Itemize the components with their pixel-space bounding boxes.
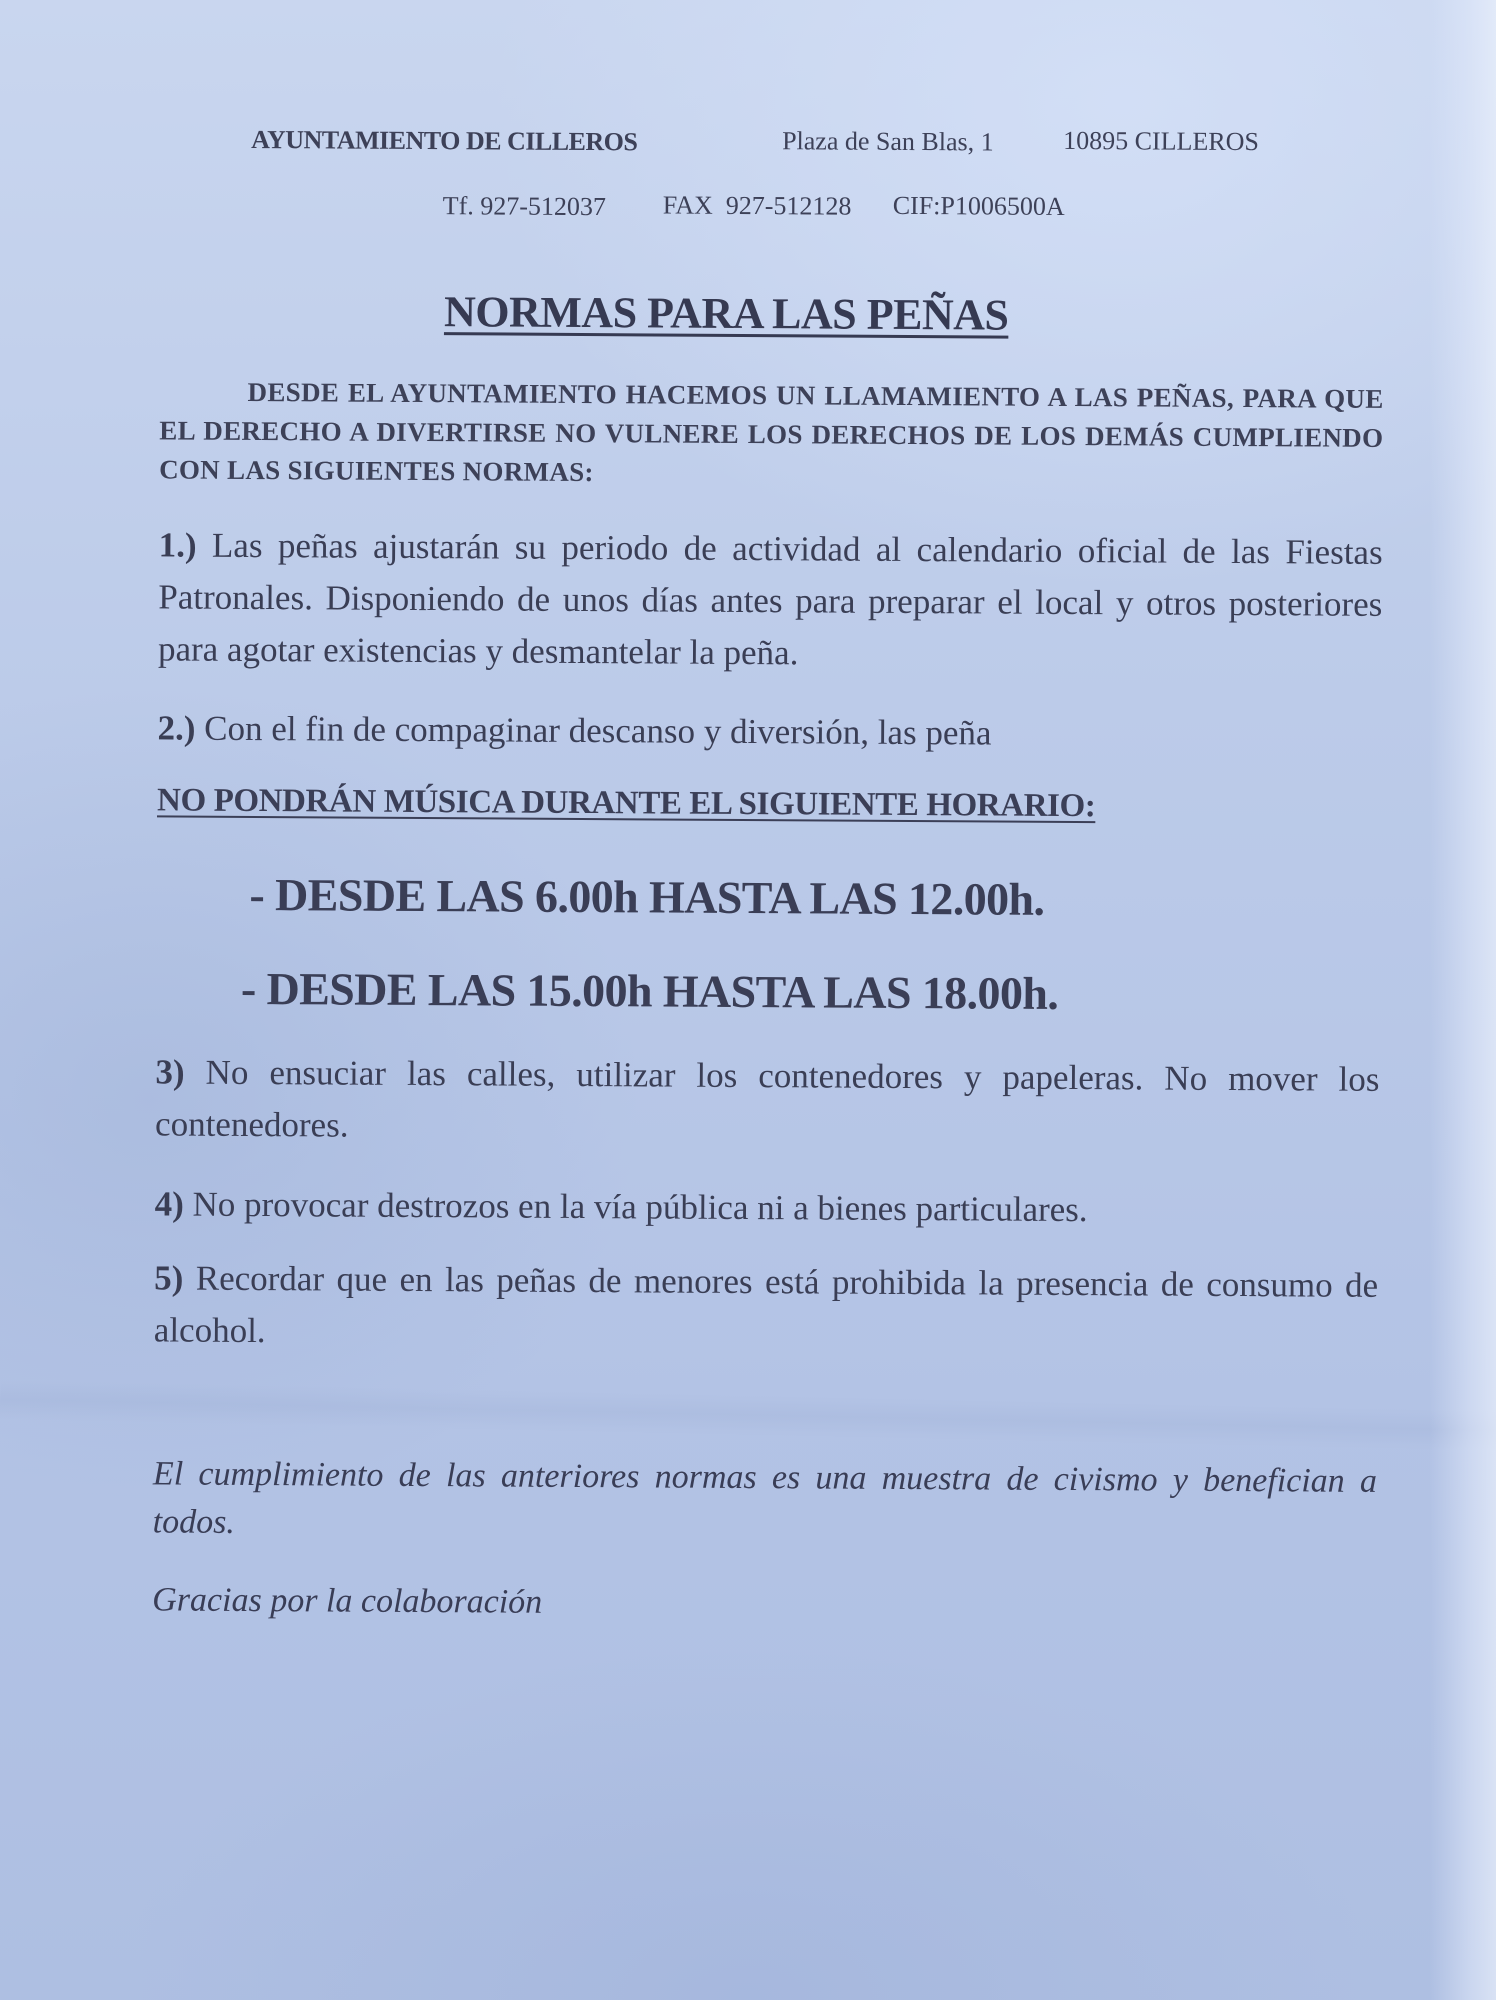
rule-1 [158,519,1383,682]
rule-4-text: No provocar destrozos en la vía pública ni a bienes particulares. [192,1184,1088,1230]
music-heading: NO PONDRÁN MÚSICA DURANTE EL SIGUIENTE HORARIO: [156,782,1096,825]
page-title: NORMAS PARA LAS PEÑAS [443,287,1009,340]
closing-thanks: Gracias por la colaboración [152,1581,543,1621]
rule-2-number: 2.) [157,708,196,748]
rule-3-number: 3) [155,1052,185,1092]
header-postal: 10895 CILLEROS [1063,125,1259,157]
schedule-item-1: - DESDE LAS 6.00h HASTA LAS 12.00h. [249,868,1045,925]
rule-5-text: Recordar que en las peñas de menores está prohibida la presencia de consumo de alcohol. [153,1258,1379,1351]
rule-5-number: 5) [154,1258,184,1298]
intro-paragraph: DESDE EL AYUNTAMIENTO HACEMOS UN LLAMAMIENTO A LAS PEÑAS, PARA QUE EL DERECHO A DIVERTIRSE NO VULNERE LOS DERECHOS DE LOS DEMÁS CUMPLIENDO CON LAS SIGUIENTES NORMAS: [159,376,1384,488]
rule-4 [154,1178,1378,1237]
rule-3 [155,1046,1380,1157]
rule-4-number: 4) [154,1184,184,1224]
rule-5 [154,1252,1379,1363]
rule-1-text: Las peñas ajustarán su periodo de actividad al calendario oficial de las Fiestas Patronales. Disponiendo de unos días antes para preparar el local y otros posteriores para agotar existencias y desmantelar la peña. [157,525,1383,673]
rule-3-text: No ensuciar las calles, utilizar los contenedores y papeleras. No mover los contenedores. [155,1052,1380,1145]
rule-2 [157,702,1381,761]
header-address: Plaza de San Blas, 1 [782,126,994,157]
header-fax: FAX 927-512128 [662,190,852,221]
header-cif: CIF:P1006500A [892,190,1065,221]
schedule-item-2: - DESDE LAS 15.00h HASTA LAS 18.00h. [240,962,1059,1019]
header-phone: Tf. 927-512037 [442,191,607,222]
closing-statement: El cumplimiento de las anteriores normas es una muestra de civismo y benefician a todos. [152,1455,1378,1541]
rule-2-text: Con el fin de compaginar descanso y diversión, las peña [204,708,992,753]
rule-1-number: 1.) [158,525,197,565]
header-organization: AYUNTAMIENTO DE CILLEROS [251,124,638,157]
